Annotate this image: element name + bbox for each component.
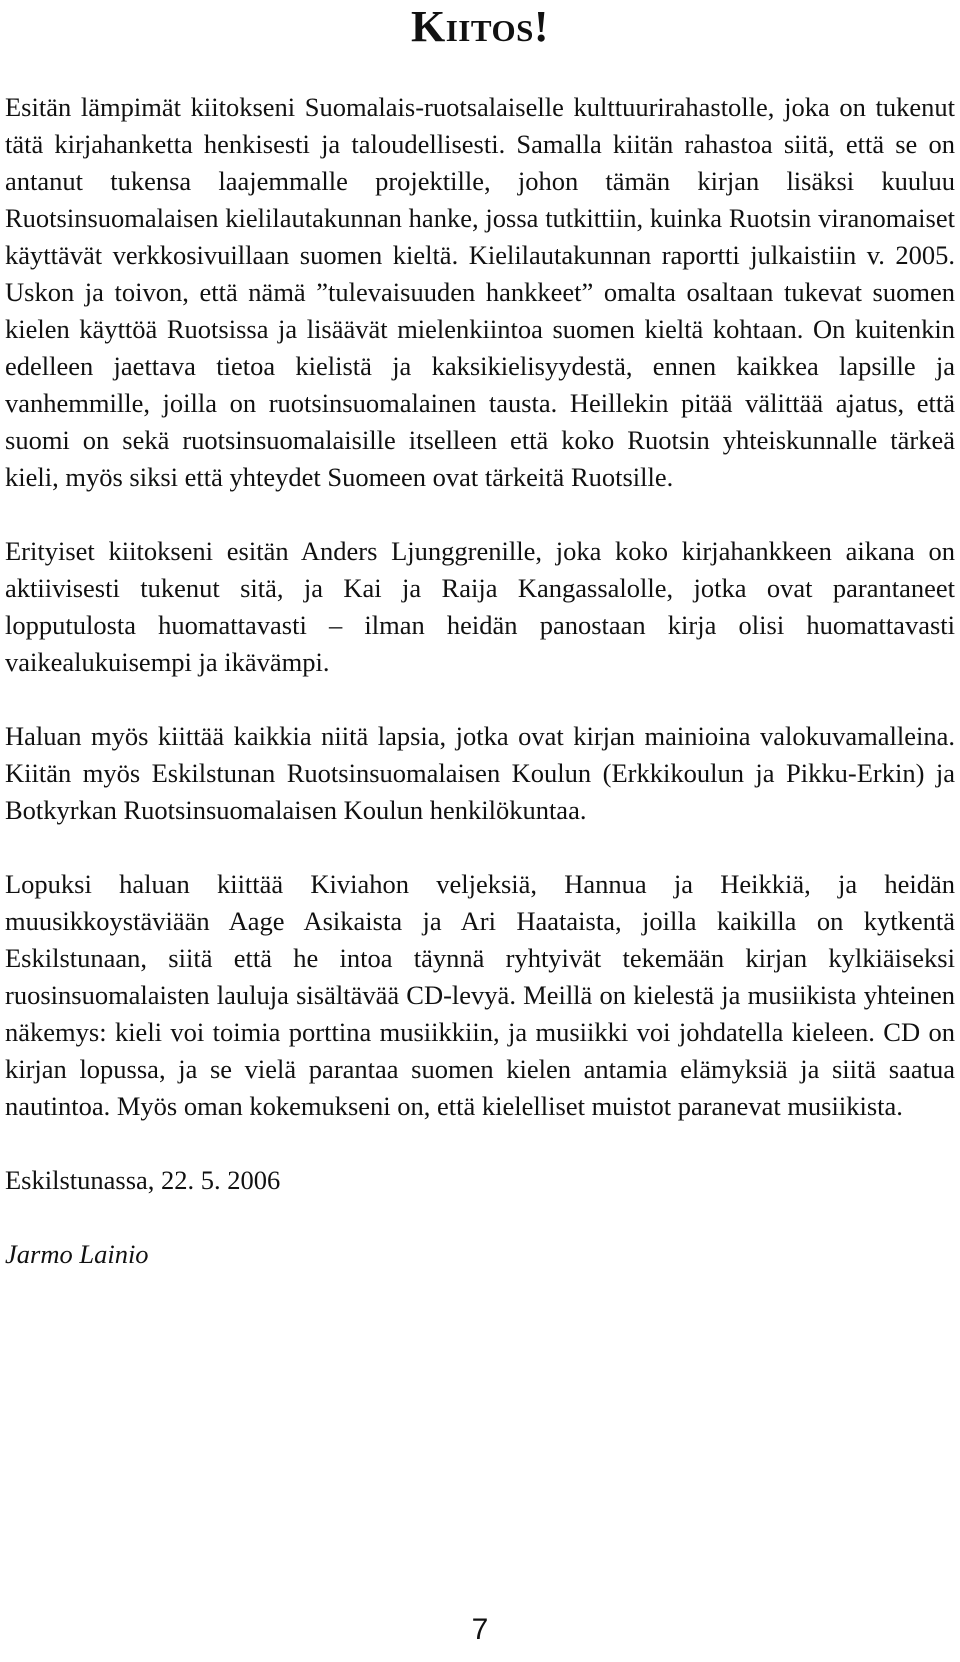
page-title: Kiitos! — [411, 2, 549, 51]
page-number: 7 — [471, 1613, 489, 1646]
paragraph-funding-thanks: Esitän lämpimät kiitokseni Suomalais-ruotsalaiselle kulttuurirahastolle, joka on tukenut tätä kirjahanketta henkisesti ja taloudellisesti. Samalla kiitän rahastoa siitä, että se on antanut tukensa laajemmalle projektille, johon tämän kirjan lisäksi kuuluu Ruotsinsuomalaisen kielilautakunnan hanke, jossa tutkittiin, kuinka Ruotsin viranomaiset käyttävät verkkosivuillaan suomen kieltä. Kielilautakunnan raportti julkaistiin v. 2005. Uskon ja toivon, että nämä ”tulevaisuuden hankkeet” omalta osaltaan tukevat suomen kielen käyttöä Ruotsissa ja lisäävät mielenkiintoa suomen kieltä kohtaan. On kuitenkin edelleen jaettava tietoa kielistä ja kaksikielisyydestä, ennen kaikkea lapsille ja vanhemmille, joilla on ruotsinsuomalainen tausta. Heillekin pitää välittää ajatus, että suomi on sekä ruotsinsuomalaisille itselleen että koko Ruotsin yhteiskunnalle tärkeä kieli, myös siksi että yhteydet Suomeen ovat tärkeitä Ruotsille. — [5, 92, 955, 492]
paragraph-photo-models-thanks: Haluan myös kiittää kaikkia niitä lapsia, jotka ovat kirjan mainioina valokuvamalleina. Kiitän myös Eskilstunan Ruotsinsuomalaisen Koulun (Erkkikoulun ja Pikku-Erkin) ja Botkyrkan Ruotsinsuomalaisen Koulun henkilökuntaa. — [5, 721, 955, 825]
author-signature: Jarmo Lainio — [5, 1239, 149, 1269]
document-page — [5, 0, 955, 1273]
paragraph-music-thanks: Lopuksi haluan kiittää Kiviahon veljeksiä, Hannua ja Heikkiä, ja heidän muusikkoystäviään Aage Asikaista ja Ari Haataista, joilla kaikilla on kytkentä Eskilstunaan, siitä että he intoa täynnä ryhtyivät tekemään kirjan kylkiäiseksi ruosinsuomalaisten lauluja sisältävää CD-levyä. Meillä on kielestä ja musiikista yhteinen näkemys: kieli voi toimia porttina musiikkiin, ja musiikki voi johdatella kieleen. CD on kirjan lopussa, ja se vielä parantaa suomen kielen antamia elämyksiä ja siitä saatua nautintoa. Myös oman kokemukseni on, että kielelliset muistot paranevat musiikista. — [5, 869, 955, 1121]
place-and-date: Eskilstunassa, 22. 5. 2006 — [5, 1165, 281, 1195]
paragraph-special-thanks: Erityiset kiitokseni esitän Anders Ljunggrenille, joka koko kirjahankkeen aikana on aktiivisesti tukenut sitä, ja Kai ja Raija Kangassalolle, jotka ovat parantaneet lopputulosta huomattavasti – ilman heidän panostaan kirja olisi huomattavasti vaikealukuisempi ja ikävämpi. — [5, 536, 955, 677]
body-text — [5, 89, 955, 1125]
